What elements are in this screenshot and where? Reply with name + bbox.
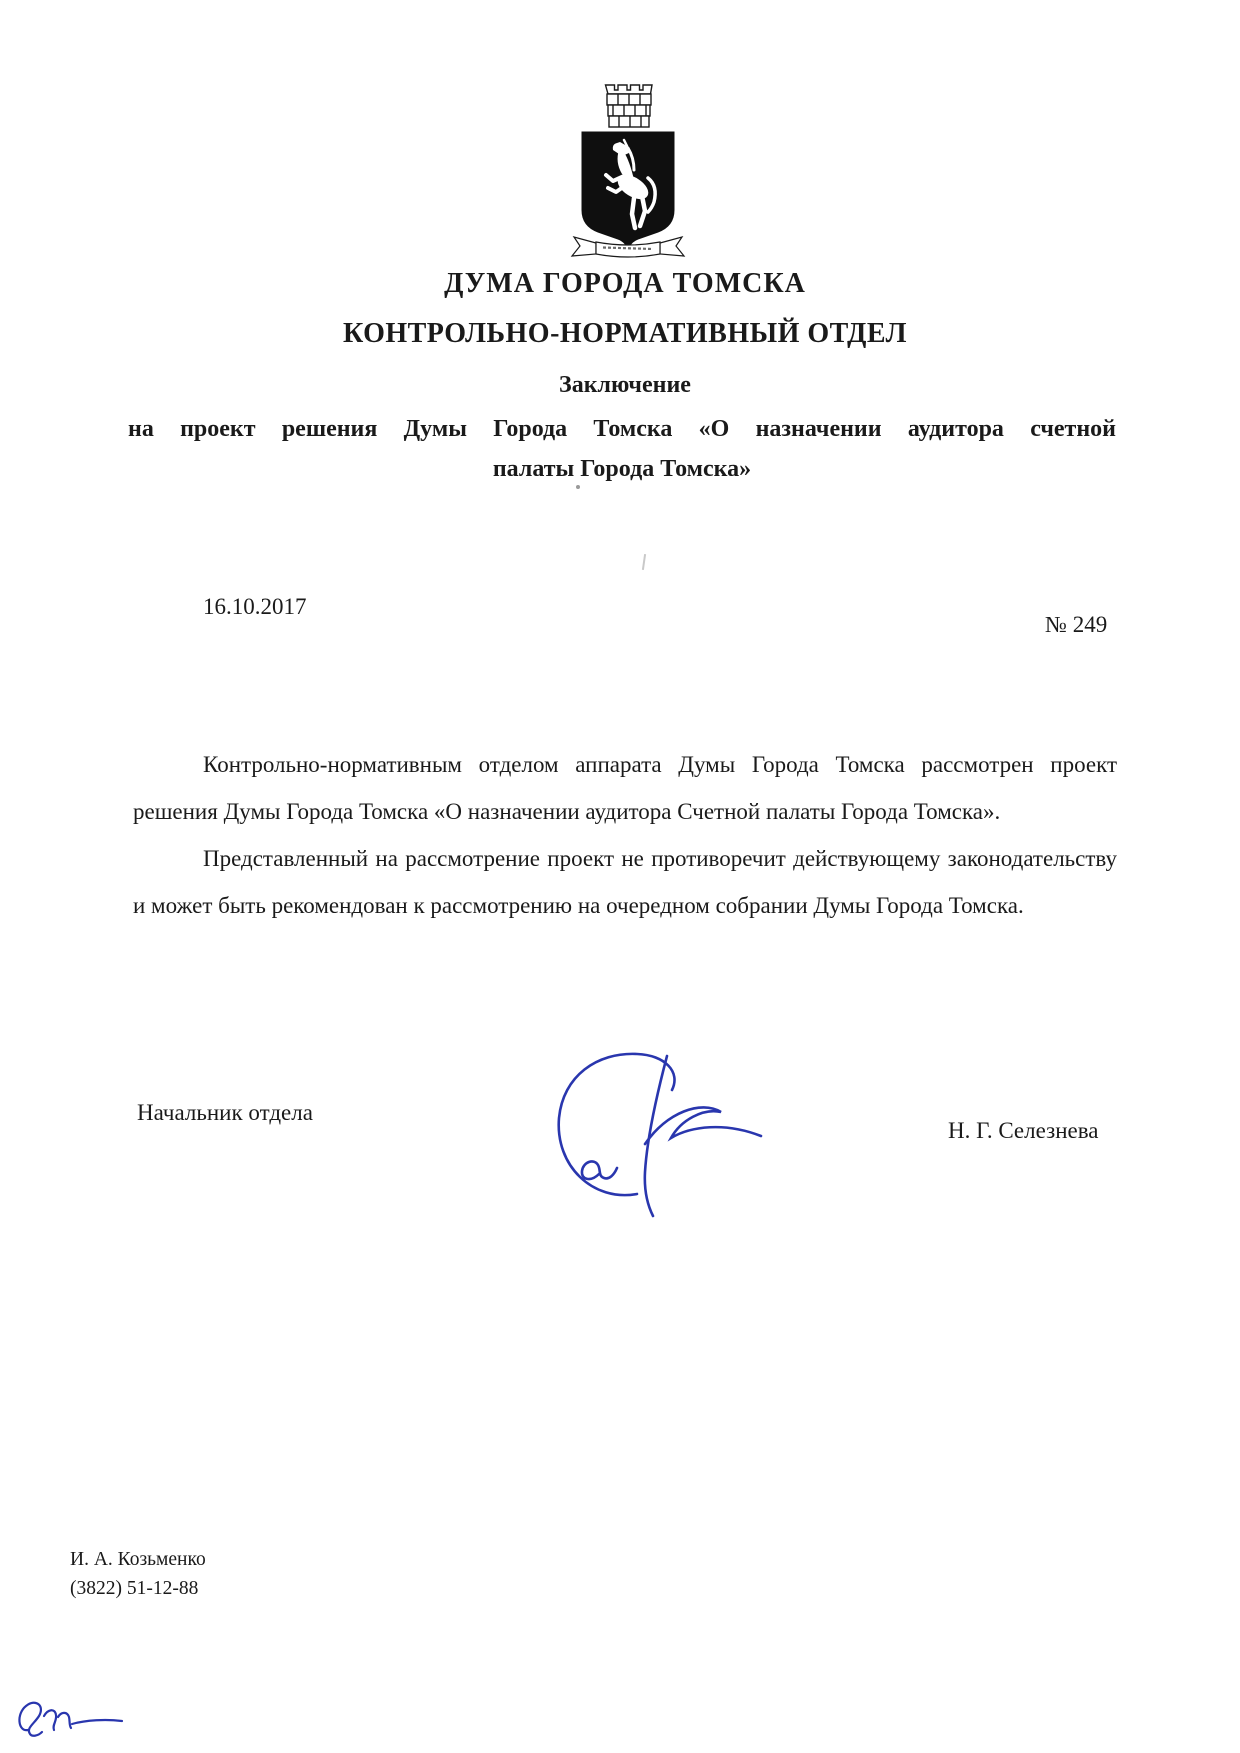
subject-line-2: палаты Города Томска» bbox=[492, 456, 752, 482]
scan-speck bbox=[576, 485, 580, 489]
executor-name: И. А. Козьменко bbox=[70, 1549, 206, 1570]
organization-name: ДУМА ГОРОДА ТОМСКА bbox=[444, 268, 806, 299]
handwritten-signature bbox=[545, 1046, 775, 1218]
executor-block bbox=[70, 1545, 206, 1603]
letter-body bbox=[133, 741, 1117, 929]
tomsk-coat-of-arms-icon bbox=[566, 84, 690, 260]
document-number: № 249 bbox=[1045, 612, 1108, 637]
ink-scribble-mark bbox=[12, 1686, 127, 1748]
department-name: КОНТРОЛЬНО-НОРМАТИВНЫЙ ОТДЕЛ bbox=[342, 318, 908, 349]
executor-phone: (3822) 51-12-88 bbox=[70, 1578, 199, 1599]
document-date: 16.10.2017 bbox=[203, 594, 307, 619]
scan-speck bbox=[642, 554, 646, 570]
subject-line-1: на проект решения Думы Города Томска «О назначении аудитора счетной bbox=[128, 416, 1116, 442]
signer-position-title: Начальник отдела bbox=[137, 1100, 313, 1125]
body-paragraph-1: Контрольно-нормативным отделом аппарата Думы Города Томска рассмотрен проект решения Думы Города Томска «О назначении аудитора Счетной палаты Города Томска». bbox=[133, 752, 1117, 824]
crown-icon bbox=[606, 85, 653, 127]
signer-name: Н. Г. Селезнева bbox=[948, 1118, 1099, 1143]
body-paragraph-2: Представленный на рассмотрение проект не противоречит действующему законодательству и может быть рекомендован к рассмотрению на очередном собрании Думы Города Томска. bbox=[133, 846, 1117, 918]
document-type-title: Заключение bbox=[559, 372, 691, 398]
